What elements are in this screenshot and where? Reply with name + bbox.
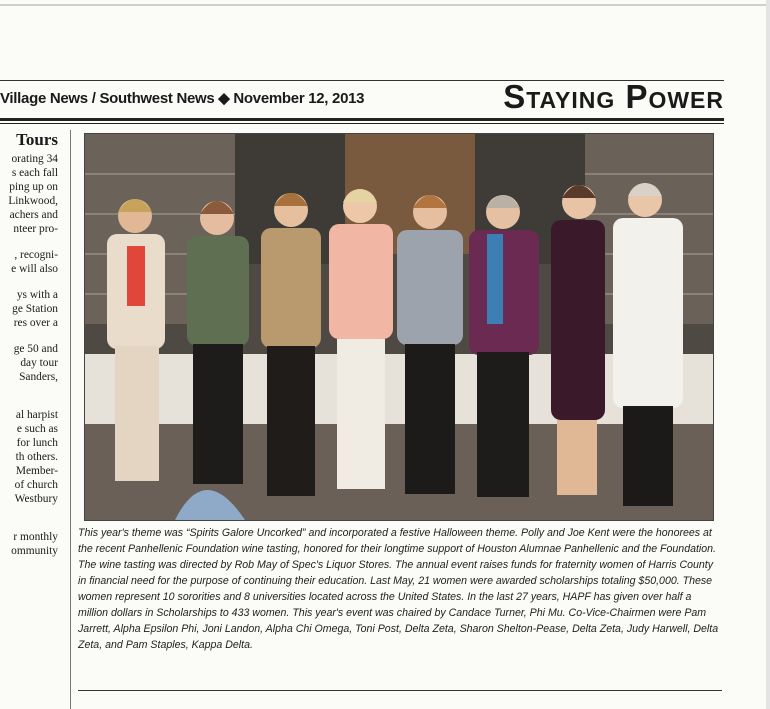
- person-1: [107, 199, 165, 481]
- publication-dateline: Village News / Southwest News ◆ November 12, 2013: [0, 90, 365, 107]
- left-article-line: [0, 384, 58, 396]
- left-article-line: orating 34: [11, 153, 58, 165]
- left-article-heading: Tours: [16, 130, 58, 149]
- left-article-line: [0, 236, 58, 248]
- photo-caption: This year's theme was “Spirits Galore Uncorked” and incorporated a festive Halloween theme. Polly and Joe Kent were the honorees at the recent Panhellenic Foundation wine tasting, honored for their longtime support of Houston Alumnae Panhellenic and the Foundation. The wine tasting was directed by Rob May of Spec's Liquor Stores. The annual event raises funds for fraternity women of Harris County in financial need for the purpose of continuing their education. Last May, 21 women were awarded scholarships totaling $50,000. These women represent 10 sororities and 8 universities located across the United States. In the last 27 years, HAPF has given over half a million dollars in Scholarships to 433 women. This year's event was chaired by Candace Turner, Phi Mu. Co-Vice-Chairmen were Pam Jarrett, Alpha Epsilon Phi, Joni Landon, Alpha Chi Omega, Toni Post, Delta Zeta, Sharon Shelton-Pease, Delta Zeta, Judy Harwell, Delta Zeta, and Pam Staples, Kappa Delta.: [78, 527, 719, 651]
- left-article-line: Sanders,: [19, 371, 58, 383]
- page-right-edge: [766, 0, 770, 709]
- left-article-line: Westbury: [14, 493, 58, 505]
- left-article-line: ge Station: [12, 303, 58, 315]
- left-article-line: Linkwood,: [8, 195, 58, 207]
- left-article-line: ys with a: [16, 289, 58, 301]
- left-article-line: , recogni-: [14, 249, 58, 261]
- left-article-line: [0, 276, 58, 288]
- left-article-line: res over a: [13, 317, 58, 329]
- person-5: [397, 195, 463, 494]
- left-article-line: [0, 506, 58, 518]
- left-article-line: r monthly: [13, 531, 58, 543]
- left-article-line: [0, 396, 58, 408]
- left-article-column: [0, 130, 58, 709]
- left-article-line: ping up on: [9, 181, 58, 193]
- left-article-line: for lunch: [16, 437, 58, 449]
- header-rule-bottom-thin: [0, 123, 724, 124]
- person-4: [329, 189, 393, 489]
- group-photo: [84, 133, 714, 521]
- person-6: [469, 195, 539, 497]
- left-article-line: ge 50 and: [13, 343, 58, 355]
- floor: [85, 424, 713, 520]
- left-article-line: achers and: [9, 209, 58, 221]
- left-article-line: e such as: [16, 423, 58, 435]
- left-article-line: e will also: [11, 263, 58, 275]
- left-article-line: nteer pro-: [13, 223, 58, 235]
- person-8: [613, 183, 683, 506]
- left-article-line: [0, 330, 58, 342]
- person-7: [551, 185, 605, 495]
- left-article-line: s each fall: [11, 167, 58, 179]
- left-article-line: [0, 518, 58, 530]
- left-article-line: al harpist: [15, 409, 58, 421]
- person-2: [187, 201, 249, 484]
- caption-rule: [78, 690, 722, 691]
- page-edge-line: [0, 4, 770, 6]
- left-article-line: day tour: [20, 357, 58, 369]
- left-article-fragments: [0, 152, 58, 558]
- section-title: Staying Power: [503, 78, 724, 115]
- group-photo-illustration: [85, 134, 713, 520]
- left-article-line: ommunity: [11, 545, 58, 557]
- person-3: [261, 193, 321, 496]
- column-divider: [70, 130, 71, 709]
- left-article-line: Member-: [15, 465, 58, 477]
- left-article-line: th others.: [15, 451, 58, 463]
- header-rule-bottom: [0, 118, 724, 121]
- left-article-line: of church: [14, 479, 58, 491]
